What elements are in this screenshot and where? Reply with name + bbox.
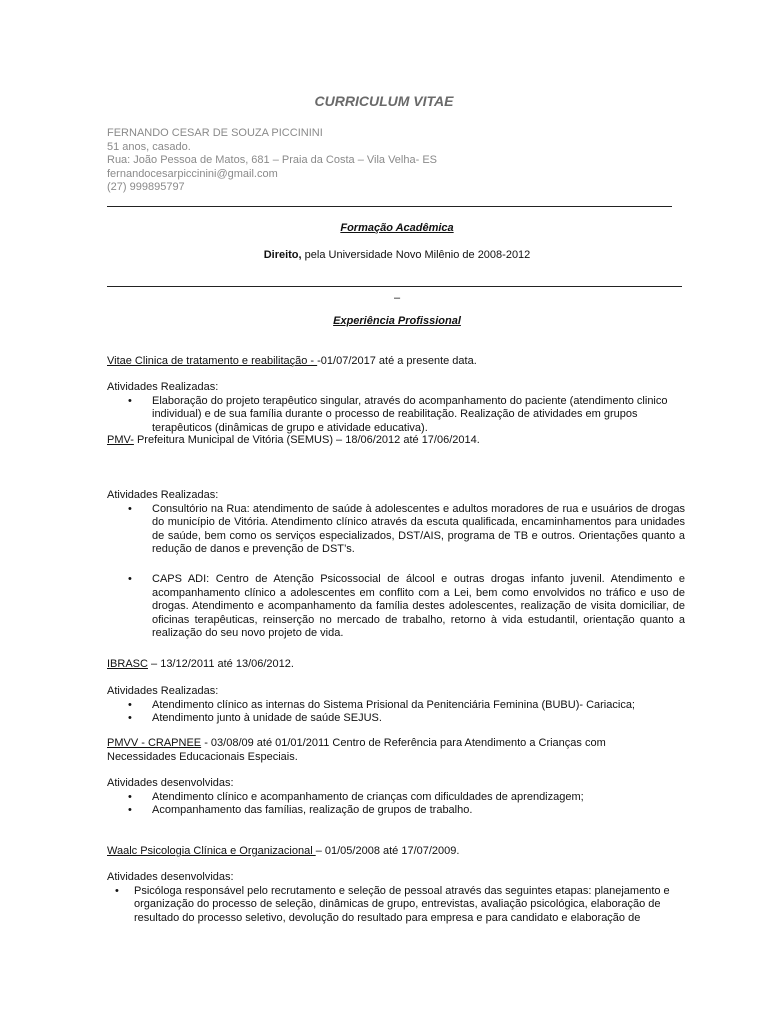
job-org: Vitae Clinica de tratamento e reabilitação - (107, 355, 318, 367)
list-item-text: Elaboração do projeto terapêutico singular, através do acompanhamento do paciente (atendimento clinico individual) e de sua família durante o processo de reabilitação. Realização de atividades em grupos terapêuticos (dinâmicas de grupo e atividade educativa). (152, 394, 668, 434)
divider-line (107, 286, 682, 287)
job-period: - 03/08/09 até 01/01/2011 Centro de Referência para Atendimento a Crianças com Necessidades Educacionais Especiais. (107, 737, 606, 763)
list-item-text: CAPS ADI: Centro de Atenção Psicossocial de álcool e outras drogas infanto juvenil. Atendimento e acompanhamento clínico a adolescentes em conflito com a Lei, bem como envolvidos no tráfico e uso de drogas. Atendimento e acompanhamento da família destes adolescentes, realização de visita domiciliar, de oficinas terapêuticas, reinserção no mercado de trabalho, retorno à vida estudantil, orientação quanto a realização do seu novo projeto de vida. (152, 573, 685, 640)
document-title: CURRICULUM VITAE (314, 93, 454, 109)
education-detail: pela Universidade Novo Milênio de 2008-2012 (301, 249, 531, 261)
candidate-address: Rua: João Pessoa de Matos, 681 – Praia da Costa – Vila Velha- ES (107, 154, 437, 166)
bullet-icon: • (128, 804, 132, 817)
job-activities (107, 871, 685, 925)
job-header (107, 434, 480, 446)
job-header (107, 737, 627, 764)
experience-heading: Experiência Profissional (333, 315, 461, 327)
divider-dash: – (394, 292, 401, 304)
activities-label: Atividades Realizadas: (107, 381, 219, 393)
job-org: PMV- (107, 434, 134, 446)
job-activities (107, 489, 685, 557)
education-heading: Formação Acadêmica (340, 222, 454, 234)
list-item-text: Consultório na Rua: atendimento de saúde à adolescentes e adultos moradores de rua e usuários de drogas do município de Vitória. Atendimento clínico através da escuta qualificada, encaminhamentos para unidades de saúde, bem como os serviços especializados, DST/AIS, programa de TB e outros. Orientações quanto a redução de danos e prevenção de DST’s. (152, 502, 685, 556)
job-period: – 13/12/2011 até 13/06/2012. (147, 658, 294, 670)
job-header (107, 845, 459, 857)
list-item (107, 712, 685, 726)
list-item (107, 573, 685, 641)
bullet-icon: • (128, 573, 132, 585)
list-item (107, 503, 685, 557)
job-header (107, 658, 294, 670)
list-item (107, 791, 685, 805)
candidate-age: 51 anos, casado. (107, 140, 191, 153)
job-activities (107, 777, 685, 818)
candidate-email: fernandocesarpiccinini@gmail.com (107, 167, 278, 180)
activities-label: Atividades desenvolvidas: (107, 871, 234, 883)
job-period: -01/07/2017 até a presente data. (317, 355, 477, 367)
list-item-text: Atendimento clínico e acompanhamento de crianças com dificuldades de aprendizagem; (152, 790, 584, 803)
job-period: Prefeitura Municipal de Vitória (SEMUS) – 18/06/2012 até 17/06/2014. (133, 434, 480, 446)
bullet-icon: • (128, 394, 132, 407)
bullet-icon: • (128, 502, 132, 515)
education-entry (107, 249, 687, 261)
list-item (107, 699, 685, 713)
list-item-text: Atendimento junto à unidade de saúde SEJUS. (152, 712, 382, 725)
activities-label: Atividades desenvolvidas: (107, 777, 234, 789)
list-item (107, 395, 685, 436)
job-org: Waalc Psicologia Clínica e Organizacional (107, 845, 316, 857)
education-degree: Direito, (263, 249, 302, 261)
list-item (107, 885, 685, 926)
candidate-name: FERNANDO CESAR DE SOUZA PICCININI (107, 127, 323, 139)
activities-label: Atividades Realizadas: (107, 489, 219, 501)
list-item-text: Psicóloga responsável pelo recrutamento e seleção de pessoal através das seguintes etapas: planejamento e organização do processo de seleção, dinâmicas de grupo, entrevistas, avaliação psicológica, elaboração de resultado do processo seletivo, devolução do resultado para empresa e para candidato e elaboração de (134, 884, 670, 924)
contact-block (107, 127, 437, 195)
bullet-icon: • (115, 884, 119, 897)
job-activities (107, 573, 685, 641)
job-activities (107, 685, 685, 726)
job-period: – 01/05/2008 até 17/07/2009. (315, 845, 460, 857)
candidate-phone: (27) 999895797 (107, 181, 185, 193)
bullet-icon: • (128, 790, 132, 803)
job-header (107, 355, 477, 367)
divider-line (107, 206, 672, 207)
bullet-icon: • (128, 712, 132, 725)
job-activities (107, 381, 685, 435)
job-org: IBRASC (107, 658, 148, 670)
job-org: PMVV - CRAPNEE (107, 737, 202, 749)
activities-label: Atividades Realizadas: (107, 685, 219, 697)
bullet-icon: • (128, 698, 132, 711)
list-item (107, 804, 685, 818)
list-item-text: Acompanhamento das famílias, realização de grupos de trabalho. (152, 804, 473, 817)
list-item-text: Atendimento clínico as internas do Sistema Prisional da Penitenciária Feminina (BUBU)- Cariacica; (152, 698, 635, 711)
